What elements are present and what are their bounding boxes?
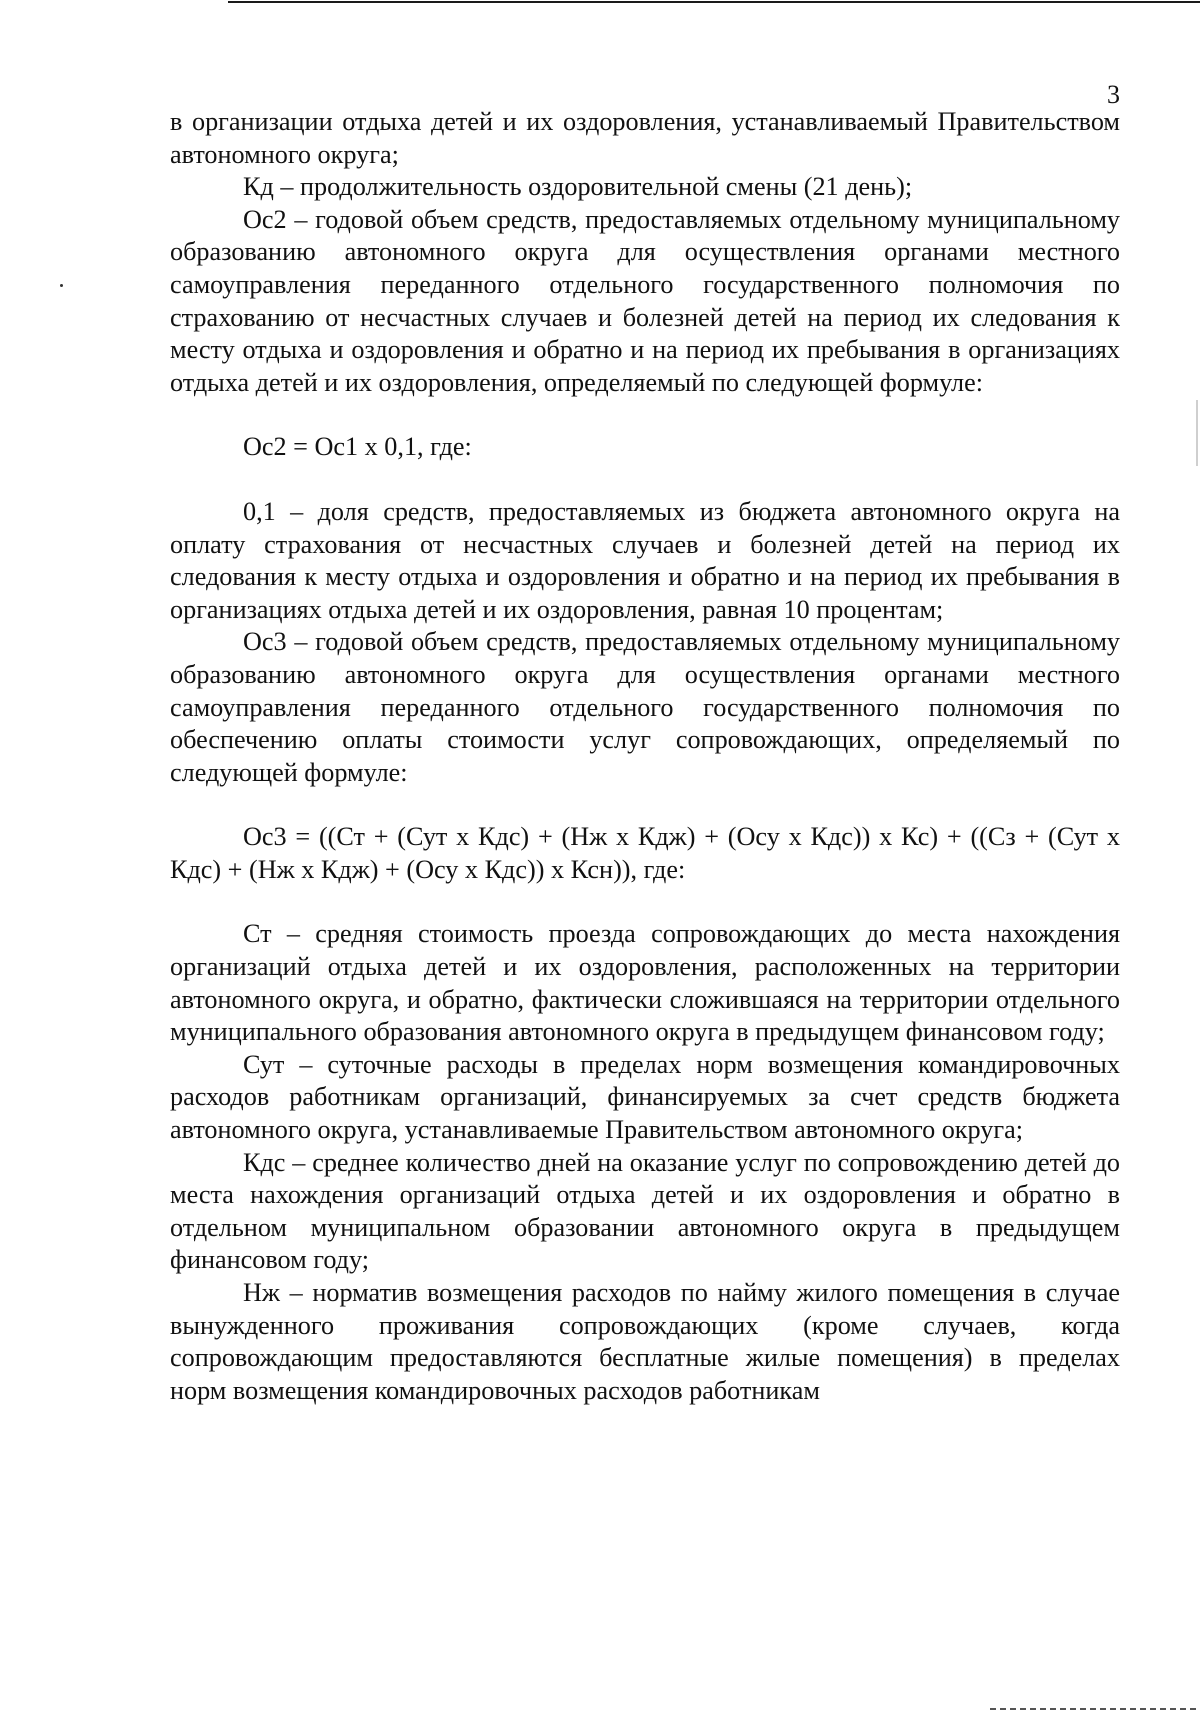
formula-os2: Ос2 = Ос1 х 0,1, где: xyxy=(243,432,472,462)
scan-speck xyxy=(60,284,63,287)
paragraph-nzh-definition: Нж – норматив возмещения расходов по найму жилого помещения в случае вынужденного проживания сопровождающих (кроме случаев, когда сопровождающим предоставляются бесплатные жилые помещения) в пределах норм возмещения командировочных расходов работникам xyxy=(170,1278,1120,1405)
paragraph-kds-definition: Кдс – среднее количество дней на оказание услуг по сопровождению детей до места нахождения организаций отдыха детей и их оздоровления и обратно в отдельном муниципальном образовании автономного округа в предыдущем финансовом году; xyxy=(170,1147,1120,1275)
scan-bottom-dashes xyxy=(990,1708,1200,1710)
page-number: 3 xyxy=(1107,80,1120,109)
paragraph-st-definition: Ст – средняя стоимость проезда сопровождающих до места нахождения организаций отдыха детей и их оздоровления, расположенных на территории автономного округа, и обратно, фактически сложившаяся на территории отдельного муниципального образования автономного округа в предыдущем финансовом году; xyxy=(170,919,1120,1047)
paragraph-kd-definition: Кд – продолжительность оздоровительной смены (21 день); xyxy=(243,172,913,202)
paragraph-continuation: в организации отдыха детей и их оздоровления, устанавливаемый Правительством автономного округа; xyxy=(170,107,1120,169)
paragraph-coefficient-definition: 0,1 – доля средств, предоставляемых из бюджета автономного округа на оплату страхования от несчастных случаев и болезней детей на период их следования к месту отдыха и оздоровления и обратно и на период их пребывания в организациях отдыха детей и их оздоровления, равная 10 процентам; xyxy=(170,496,1120,624)
formula-os3: Ос3 = ((Ст + (Сут х Кдс) + (Нж х Кдж) + (Осу х Кдс)) х Кс) + ((Сз + (Сут х Кдс) + (Нж х Кдж) + (Осу х Кдс)) х Ксн)), где: xyxy=(170,822,1120,884)
scan-edge-mark xyxy=(1196,400,1198,466)
top-border-line xyxy=(228,1,1200,3)
paragraph-os3-definition: Ос3 – годовой объем средств, предоставляемых отдельному муниципальному образованию автономного округа для осуществления органами местного самоуправления переданного отдельного государственного полномочия по обеспечению оплаты стоимости услуг сопровождающих, определяемый по следующей формуле: xyxy=(170,627,1120,787)
document-body xyxy=(170,106,1120,1407)
paragraph-sut-definition: Сут – суточные расходы в пределах норм возмещения командировочных расходов работникам организаций, финансируемых за счет средств бюджета автономного округа, устанавливаемые Правительством автономного округа; xyxy=(170,1049,1120,1145)
paragraph-os2-definition: Ос2 – годовой объем средств, предоставляемых отдельному муниципальному образованию автономного округа для осуществления органами местного самоуправления переданного отдельного государственного полномочия по страхованию от несчастных случаев и болезней детей на период их следования к месту отдыха и оздоровления и обратно и на период их пребывания в организациях отдыха детей и их оздоровления, определяемый по следующей формуле: xyxy=(170,204,1120,397)
